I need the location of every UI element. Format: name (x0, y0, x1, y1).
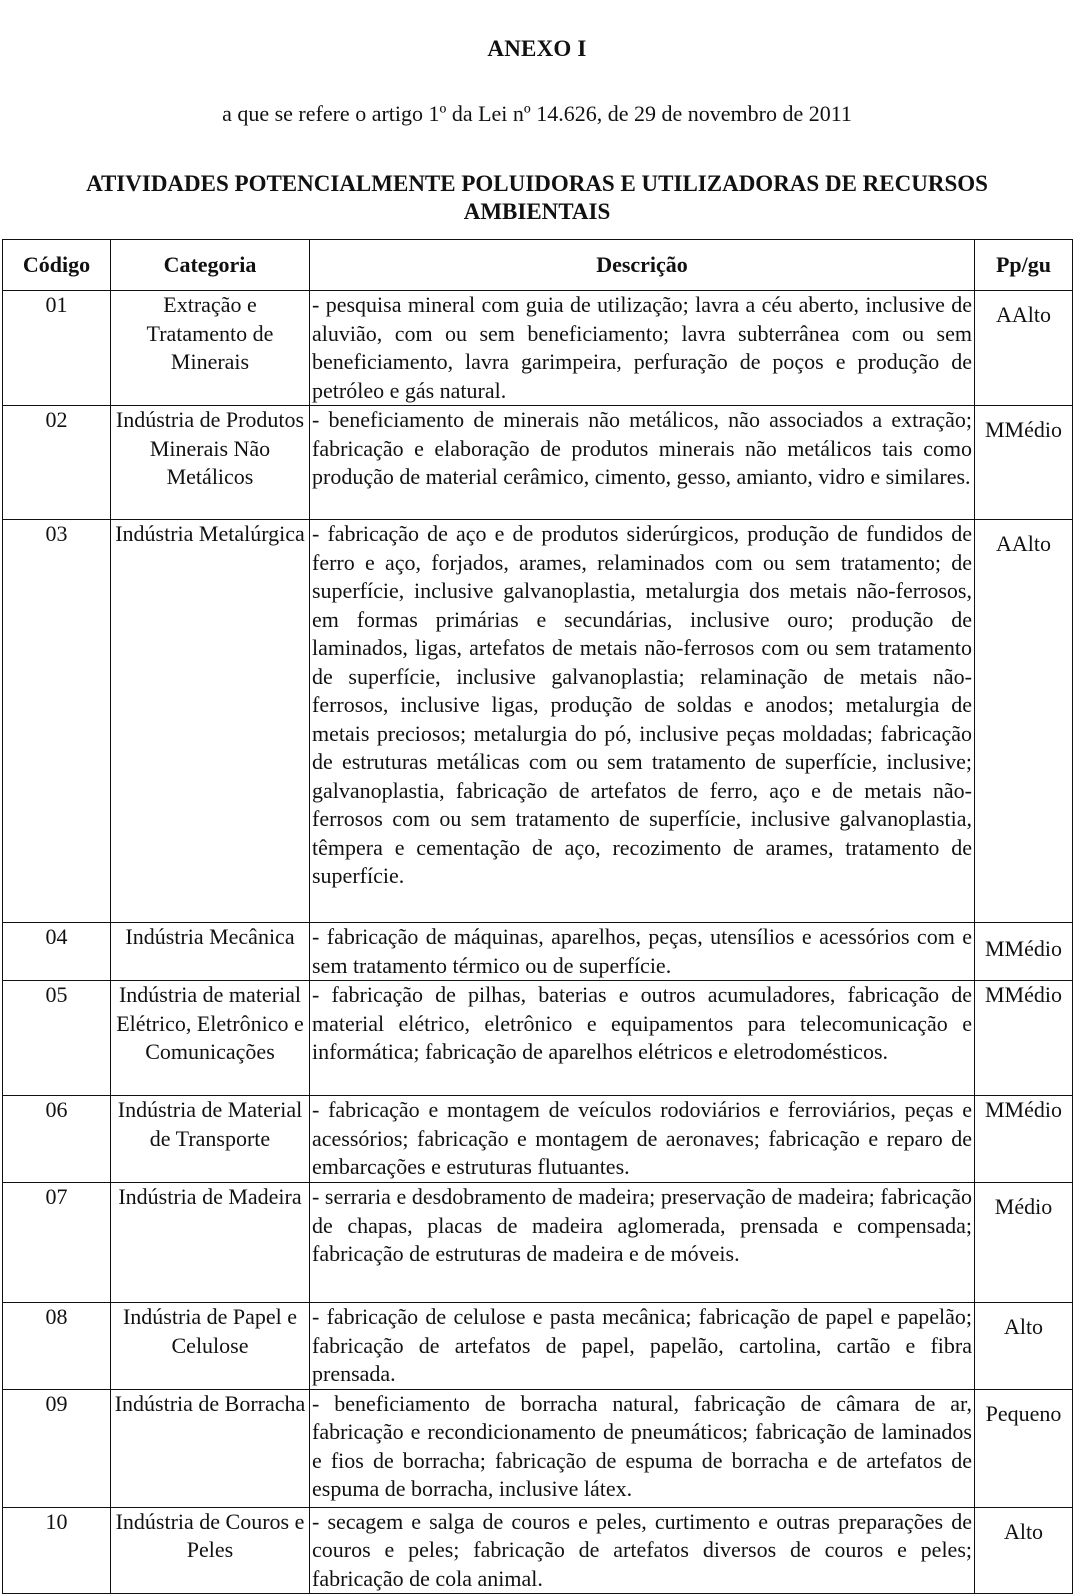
table-header-row (3, 240, 1073, 291)
row-category: Indústria de Borracha (111, 1389, 310, 1507)
row-description: - fabricação de celulose e pasta mecânica; fabricação de papel e papelão; fabricação de artefatos de papel, papelão, cartolina, cartão e fibra prensada. (310, 1303, 975, 1390)
row-category: Indústria de Produtos Minerais Não Metálicos (111, 406, 310, 520)
row-code: 01 (3, 291, 111, 406)
row-code: 08 (3, 1303, 111, 1390)
row-description: - fabricação de pilhas, baterias e outros acumuladores, fabricação de material elétrico, eletrônico e equipamentos para telecomunicação e informática; fabricação de aparelhos elétricos e eletrodomésticos. (310, 981, 975, 1096)
table-row (3, 981, 1073, 1096)
table-row (3, 406, 1073, 520)
row-code: 10 (3, 1507, 111, 1594)
row-pp-level: Alto (975, 1303, 1073, 1390)
row-code: 05 (3, 981, 111, 1096)
header-categoria: Categoria (111, 240, 310, 291)
header-ppgu: Pp/gu (975, 240, 1073, 291)
row-category: Indústria de Papel e Celulose (111, 1303, 310, 1390)
row-code: 04 (3, 923, 111, 981)
row-pp-level: MMédio (975, 1096, 1073, 1183)
row-category: Indústria de Material de Transporte (111, 1096, 310, 1183)
row-pp-level: MMédio (975, 981, 1073, 1096)
table-row (3, 1303, 1073, 1390)
row-category: Indústria de Madeira (111, 1183, 310, 1303)
row-pp-level: Alto (975, 1507, 1073, 1594)
row-code: 06 (3, 1096, 111, 1183)
row-pp-level: MMédio (975, 923, 1073, 981)
table-row (3, 1507, 1073, 1594)
table-row (3, 1096, 1073, 1183)
table-row (3, 1183, 1073, 1303)
row-category: Indústria de material Elétrico, Eletrônico e Comunicações (111, 981, 310, 1096)
row-pp-level: Médio (975, 1183, 1073, 1303)
table-row (3, 520, 1073, 923)
row-category: Indústria Mecânica (111, 923, 310, 981)
row-pp-level: MMédio (975, 406, 1073, 520)
table-row (3, 923, 1073, 981)
header-codigo: Código (3, 240, 111, 291)
row-code: 07 (3, 1183, 111, 1303)
row-code: 03 (3, 520, 111, 923)
row-pp-level: AAlto (975, 291, 1073, 406)
activities-table (2, 239, 1073, 1594)
annex-subtitle: a que se refere o artigo 1º da Lei nº 14.626, de 29 de novembro de 2011 (222, 101, 852, 126)
annex-title: ANEXO I (487, 36, 587, 61)
row-category: Extração e Tratamento de Minerais (111, 291, 310, 406)
row-pp-level: Pequeno (975, 1389, 1073, 1507)
row-description: - fabricação de aço e de produtos siderúrgicos, produção de fundidos de ferro e aço, forjados, arames, relaminados com ou sem tratamento; de superfície, inclusive galvanoplastia, metalurgia dos metais não-ferrosos, em formas primárias e secundárias, inclusive ouro; produção de laminados, ligas, artefatos de metais não-ferrosos com ou sem tratamento de superfície, inclusive galvanoplastia; relaminação de metais não-ferrosos, inclusive ligas, produção de soldas e anodos; metalurgia de metais preciosos; metalurgia do pó, inclusive peças moldadas; fabricação de estruturas metálicas com ou sem tratamento de superfície, inclusive; galvanoplastia, fabricação de artefatos de ferro, aço e de metais não-ferrosos com ou sem tratamento de superfície, inclusive galvanoplastia, têmpera e cementação de aço, recozimento de arames, tratamento de superfície. (310, 520, 975, 923)
row-category: Indústria Metalúrgica (111, 520, 310, 923)
row-category: Indústria de Couros e Peles (111, 1507, 310, 1594)
row-description: - fabricação de máquinas, aparelhos, peças, utensílios e acessórios com e sem tratamento térmico ou de superfície. (310, 923, 975, 981)
table-row (3, 291, 1073, 406)
row-pp-level: AAlto (975, 520, 1073, 923)
row-code: 02 (3, 406, 111, 520)
row-description: - fabricação e montagem de veículos rodoviários e ferroviários, peças e acessórios; fabricação e montagem de aeronaves; fabricação e reparo de embarcações e estruturas flutuantes. (310, 1096, 975, 1183)
row-description: - beneficiamento de minerais não metálicos, não associados a extração; fabricação e elaboração de produtos minerais não metálicos tais como produção de material cerâmico, cimento, gesso, amianto, vidro e similares. (310, 406, 975, 520)
row-description: - beneficiamento de borracha natural, fabricação de câmara de ar, fabricação e recondicionamento de pneumáticos; fabricação de laminados e fios de borracha; fabricação de espuma de borracha e de artefatos de espuma de borracha, inclusive látex. (310, 1389, 975, 1507)
header-descricao: Descrição (310, 240, 975, 291)
row-code: 09 (3, 1389, 111, 1507)
row-description: - pesquisa mineral com guia de utilização; lavra a céu aberto, inclusive de aluvião, com ou sem beneficiamento; lavra subterrânea com ou sem beneficiamento, lavra garimpeira, perfuração de poços e produção de petróleo e gás natural. (310, 291, 975, 406)
row-description: - serraria e desdobramento de madeira; preservação de madeira; fabricação de chapas, placas de madeira aglomerada, prensada e compensada; fabricação de estruturas de madeira e de móveis. (310, 1183, 975, 1303)
table-row (3, 1389, 1073, 1507)
table-heading: ATIVIDADES POTENCIALMENTE POLUIDORAS E UTILIZADORAS DE RECURSOS AMBIENTAIS (86, 171, 988, 224)
row-description: - secagem e salga de couros e peles, curtimento e outras preparações de couros e peles; fabricação de artefatos diversos de couros e peles; fabricação de cola animal. (310, 1507, 975, 1594)
